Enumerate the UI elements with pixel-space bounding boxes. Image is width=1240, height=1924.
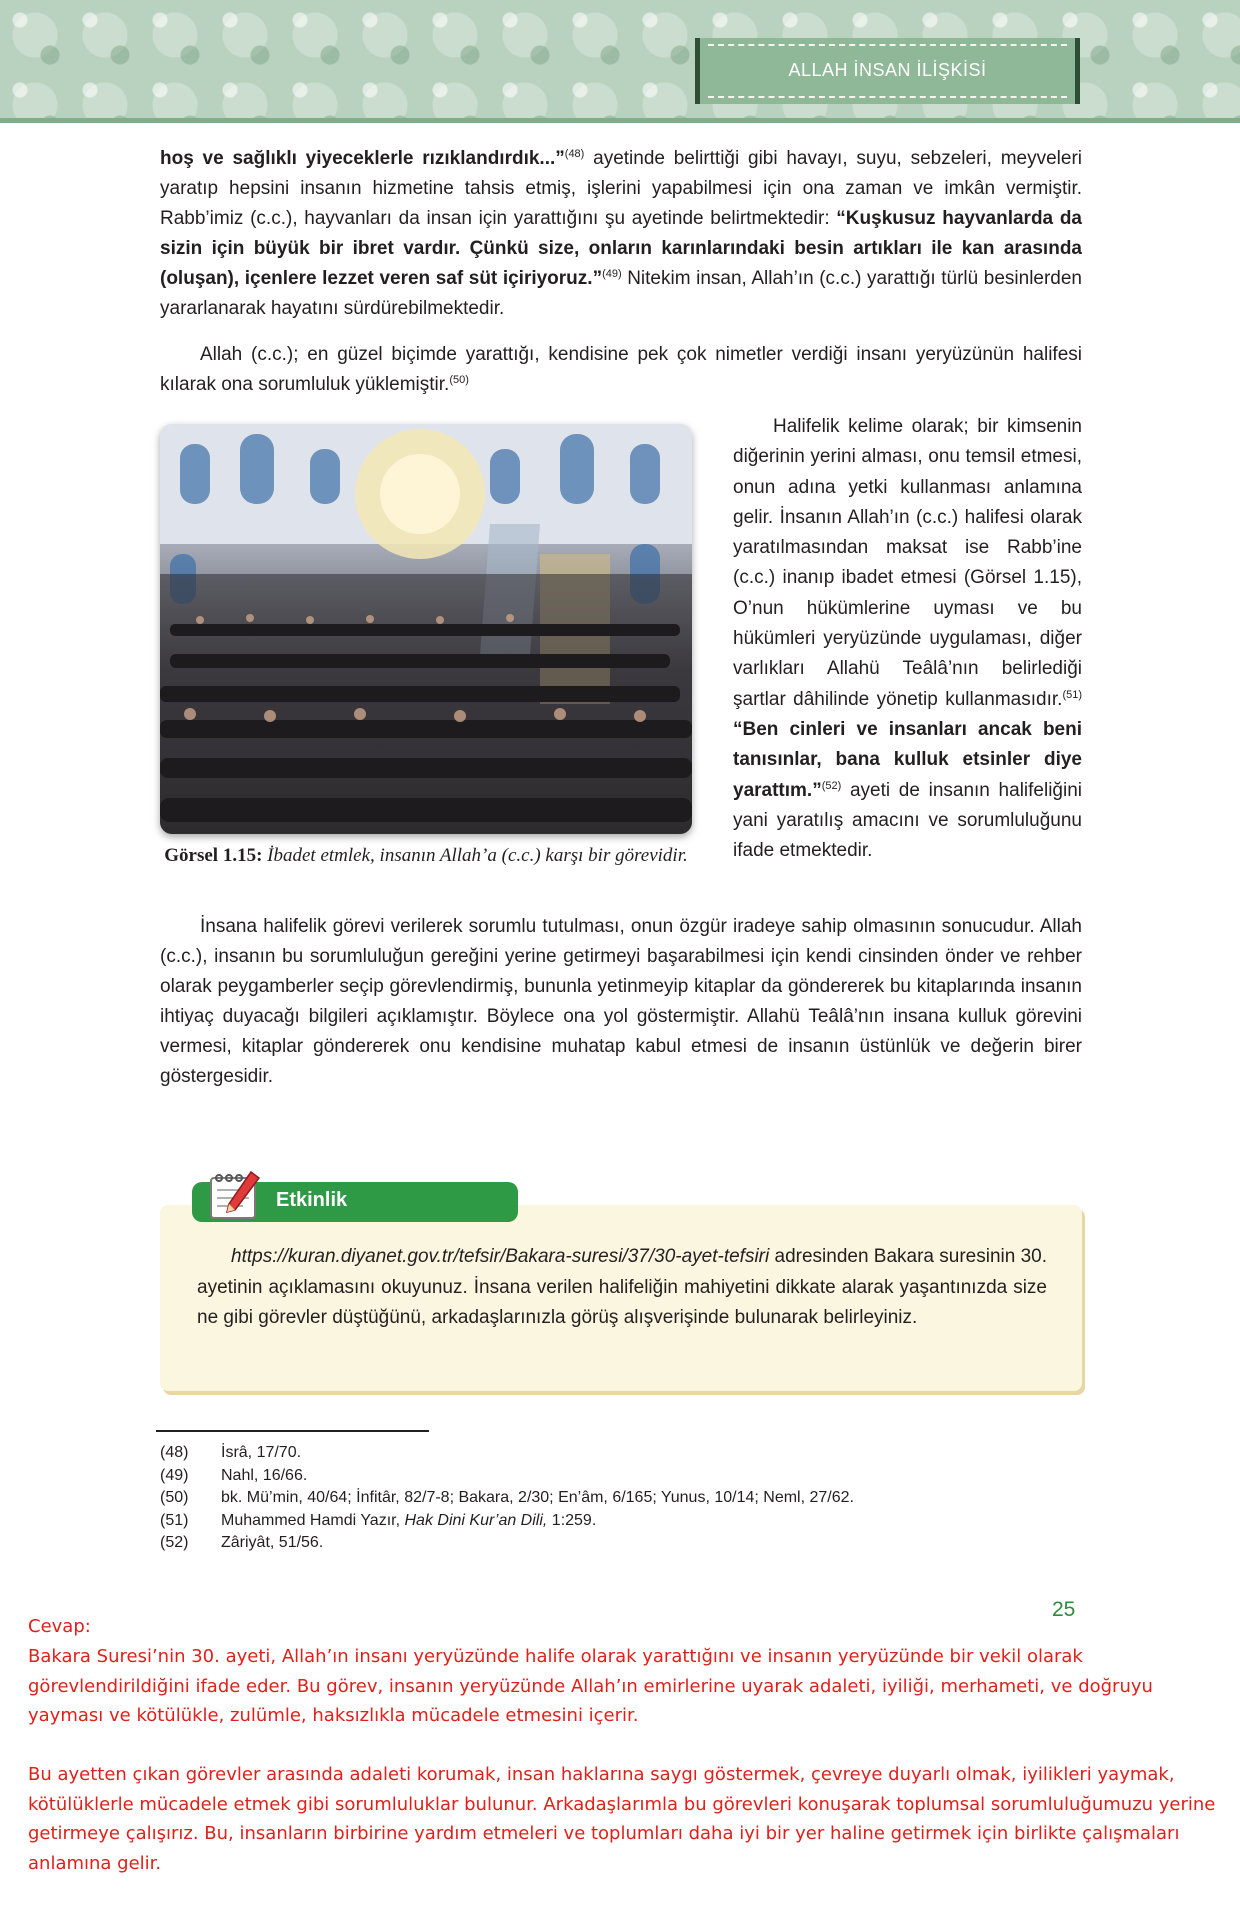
caption-text: İbadet etmlek, insanın Allah’a (c.c.) karşı bir görevidir. [262,845,688,866]
activity-instructions: adresinden Bakara suresinin 30. ayetinin açıklamasını okuyunuz. İnsana verilen halifeliğin mahiyetini dikkate alarak yaşantınızda size ne gibi görevler düştüğünü, arkadaşlarınızla görüş alışverişinde bulunarak belirleyiniz. [197,1246,1048,1328]
paragraph-1 [160,144,1082,324]
paragraph-1-text-b: Nitekim insan, Allah’ın (c.c.) yarattığı türlü besinlerden yararlanarak hayatını sürdürebilmektedir. [160,268,1083,319]
footnote-text: Nahl, 16/66. [221,1466,308,1484]
paragraph-2 [160,340,1082,400]
answer-paragraph-2: Bu ayetten çıkan görevler arasında adaleti korumak, insan haklarına saygı göstermek, çevreye duyarlı olmak, iyilikleri yaymak, kötülüklerle mücadele etmek gibi sorumluluklar bulunur. Arkadaşlarımla bu görevleri konuşarak toplumsal sorumluluğumuzu yerine getirmeye çalışırız. Bu, insanların birbirine yardım etmeleri ve toplumları daha iyi bir yer haline getirmek için birlikte çalışmaları anlamına gelir. [28,1764,1216,1874]
footnote-ref-49: (49) [602,268,622,280]
activity-url-link[interactable]: https://kuran.diyanet.gov.tr/tefsir/Bakara-suresi/37/30-ayet-tefsiri [231,1246,770,1267]
footnote-ref-48: (48) [564,148,585,160]
caption-label: Görsel 1.15: [164,845,263,866]
activity-text [197,1242,1047,1334]
halifelik-text-b: ayeti de insanın halifeliğini yani yaratılış amacını ve sorumluluğunu ifade etmektedir. [733,779,1082,862]
verse-quote-zariyat: “Ben cinleri ve insanları ancak beni tanısınlar, bana kulluk etsinler diye yarattım.” [733,718,1082,801]
halifelik-text-a: Halifelik kelime olarak; bir kimsenin diğerinin yerini alması, onu temsil etmesi, onun adına yetki kullanması anlamına gelir. İnsanın Allah’ın (c.c.) halifesi olarak yaratılmasından maksat ise Rabb’ine (c.c.) inanıp ibadet etmesi (Görsel 1.15), O’nun hükümlerine uyması ve bu hükümleri yeryüzünde uygulaması, diğer varlıkları Allahü Teâlâ’nın belirlediği şartlar dâhilinde yönetip kullanmasıdır. [733,416,1082,710]
title-box-dash-bottom [708,96,1067,98]
chapter-title-box [695,38,1080,104]
footnote-item [160,1532,854,1555]
footnote-ref-50: (50) [449,374,469,386]
footnote-ref-52: (52) [821,779,842,792]
footnote-item [160,1442,854,1465]
page-number: 25 [1052,1598,1076,1621]
footnote-item [160,1487,854,1510]
mosque-prayer-photo [160,424,692,834]
footnote-text [221,1510,596,1533]
halifelik-paragraph [733,412,1082,866]
footnote-ref-51: (51) [1062,688,1082,701]
footnote-author: Muhammed Hamdi Yazır, [221,1511,405,1529]
footnote-book-title: Hak Dini Kur’an Dili, [404,1511,548,1529]
footnote-item [160,1465,854,1488]
verse-quote-nahl: “Kuşkusuz hayvanlarda da sizin için büyük bir ibret vardır. Çünkü size, onların karınlarındaki besin artıkları ile kan arasında (oluşan), içenlere lezzet veren saf süt içiriyoruz.” [160,208,1082,289]
footnote-item [160,1510,854,1533]
mosque-illustration [160,424,692,834]
answer-label: Cevap: [28,1616,91,1637]
paragraph-2-text: Allah (c.c.); en güzel biçimde yarattığı, kendisine pek çok nimetler verdiği insanı yeryüzünün halifesi kılarak ona sorumluluk yüklemiştir. [160,344,1082,395]
footnote-number: (52) [160,1534,189,1552]
header-divider [0,118,1240,123]
footnote-number: (50) [160,1489,189,1507]
footnote-divider [156,1430,429,1432]
title-box-dash-top [708,44,1067,46]
notebook-pencil-icon [205,1168,265,1224]
paragraph-3 [160,912,1082,1092]
footnotes-list [160,1442,854,1555]
paragraph-3-text: İnsana halifelik görevi verilerek sorumlu tutulması, onun özgür iradeye sahip olmasının sonucudur. Allah (c.c.), insanın bu sorumluluğun gereğini yerine getirmeyi başarabilmesi için kendi cinsinden önder ve rehber olarak peygamberler seçip görevlendirmiş, bununla yetinmeyip kitaplar da göndererek bu kitaplarında insanın ihtiyaç duyacağı bilgileri açıklamıştır. Böylece ona yol göstermiştir. Allahü Teâlâ’nın insana kulluk görevini vermesi, kitaplar göndererek onu kendisine muhatap kabul etmesi de insanın üstünlük ve değerin birer göstergesidir. [160,916,1082,1087]
paragraph-1-text-a: ayetinde belirttiği gibi havayı, suyu, sebzeleri, meyveleri yaratıp hepsini insanın hizmetine tahsis etmiş, işlerini yapabilmesi için ona zaman ve imkân vermiştir. Rabb’imiz (c.c.), hayvanları da insan için yarattığını şu ayetinde belirtmektedir: [160,148,1082,229]
footnote-page: 1:259. [547,1511,597,1529]
figure-caption [160,842,692,870]
footnote-number: (48) [160,1444,189,1461]
footnote-text: bk. Mü’min, 40/64; İnfitâr, 82/7-8; Bakara, 2/30; En’âm, 6/165; Yunus, 10/14; Neml, 27/62. [221,1489,854,1507]
activity-title: Etkinlik [276,1189,348,1211]
footnote-number: (49) [160,1466,189,1484]
answer-paragraph-1: Bakara Suresi’nin 30. ayeti, Allah’ın insanı yeryüzünde halife olarak yarattığını ve insanın yeryüzünde bir vekil olarak görevlendirildiğini ifade eder. Bu görev, insanın yeryüzünde Allah’ın emirlerine uyarak adaleti, iyiliği, merhameti, ve doğruyu yayması ve kötülükle, zulümle, haksızlıkla mücadele etmesini içerir. [28,1646,1153,1726]
chapter-title: ALLAH İNSAN İLİŞKİSİ [788,60,987,80]
verse-quote-end: hoş ve sağlıklı yiyeceklerle rızıklandırdık...” [160,148,565,169]
footnote-text: Zâriyât, 51/56. [221,1534,324,1552]
footnote-text: İsrâ, 17/70. [221,1444,302,1461]
footnote-number: (51) [160,1511,189,1529]
